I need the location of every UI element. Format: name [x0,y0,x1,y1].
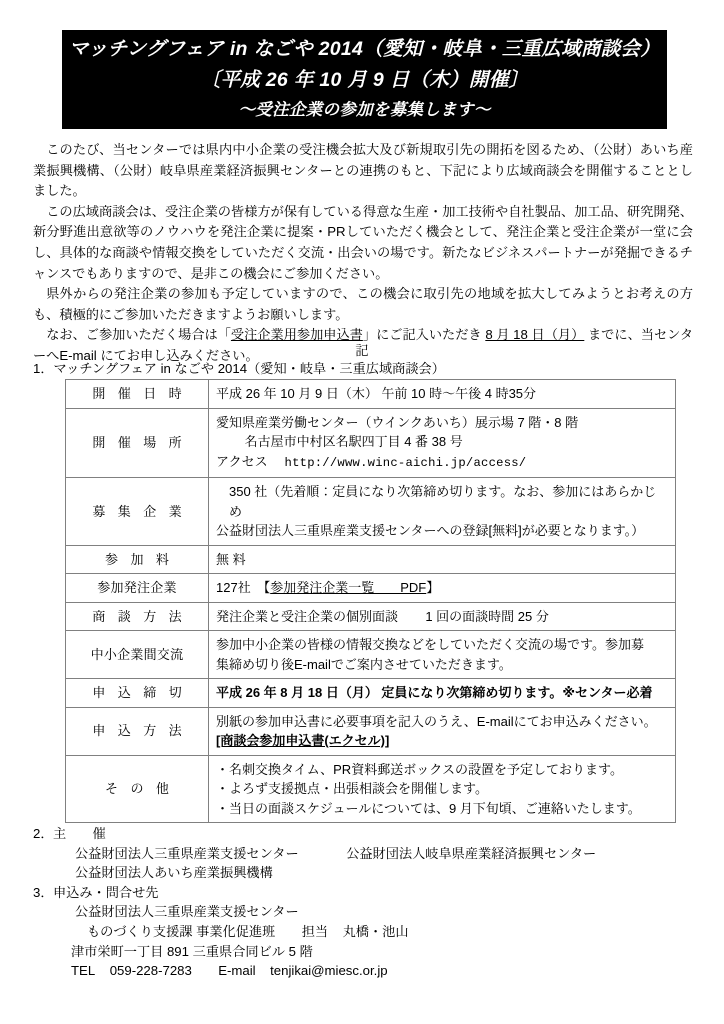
organizer-mie: 公益財団法人三重県産業支援センター [75,845,299,861]
buyer-count: 127社 【 [216,580,271,595]
contact-address: 津市栄町一丁目 891 三重県合同ビル 5 階 [71,943,313,959]
table-row [66,707,676,755]
row-value-other: ・名刺交換タイム、PR資料郵送ボックスの設置を予定しております。 ・よろず支援拠点・出張相談会を開催します。 ・当日の面談スケジュールについては、9 月下旬頃、ご連絡いたします。 [209,755,676,823]
section-2-heading: 2．主 催 [33,826,106,841]
row-label-how-to-apply: 申 込 方 法 [66,707,209,755]
tel-number: 059-228-7283 [109,963,192,979]
intro-paragraphs [33,140,693,367]
row-value-date: 平成 26 年 10 月 9 日（木） 午前 10 時〜午後 4 時35分 [209,380,676,409]
buyer-list-pdf-link[interactable]: 参加発注企業一覧 PDF [270,580,427,595]
access-label: アクセス [216,453,268,469]
section-1-heading: 1．マッチングフェア in なごや 2014（愛知・岐阜・三重広域商談会） [33,361,445,376]
table-row [66,574,676,603]
row-value-how-to-apply: 別紙の参加申込書に必要事項を記入のうえ、E-mailにてお申込みください。 [商談会参加申込書(エクセル)] [209,707,676,755]
row-value-venue: 愛知県産業労働センター（ウインクあいち）展示場 7 階・8 階 名古屋市中村区名駅四丁目 4 番 38 号 アクセス http://www.winc-aichi.jp/access/ [209,408,676,478]
contact-person-label: 担当 [301,923,329,939]
venue-access-url[interactable]: http://www.winc-aichi.jp/access/ [284,455,527,470]
table-row [66,478,676,546]
table-row [66,631,676,679]
row-label-date: 開 催 日 時 [66,380,209,409]
contact-department: ものづくり支援課 事業化促進班 [87,923,276,939]
ki-marker: 記 [355,343,369,358]
intro-paragraph-1: このたび、当センターでは県内中小企業の受注機会拡大及び新規取引先の開拓を図るため、（公財）あいち産業振興機構、（公財）岐阜県産業経済振興センターとの連携のもと、下記により広域商談会を開催することとしました。 [33,142,693,199]
row-value-buyer-companies [209,574,676,603]
section-3-heading: 3．申込み・問合せ先 [33,884,159,900]
table-row [66,679,676,708]
intro-p4-text-a: なお、ご参加いただく場合は「 [46,327,231,343]
email-label: E-mail [218,963,256,979]
section-2-label: 主 催 [53,826,106,841]
organizer-aichi: 公益財団法人あいち産業振興機構 [75,865,273,881]
application-form-link[interactable]: 受注企業用参加申込書 [230,327,363,343]
table-row [66,602,676,631]
contact-organization: 公益財団法人三重県産業支援センター [75,904,299,920]
row-value-meeting-method: 発注企業と受注企業の個別面談 1 回の面談時間 25 分 [209,602,676,631]
table-row [66,545,676,574]
organizer-line-1 [33,844,693,864]
banner-subtitle: 〜受注企業の参加を募集します〜 [238,101,491,119]
organizer-line-2 [33,863,693,883]
deadline-emphasis: 8 月 18 日（月） [485,327,585,343]
banner-title-line-1: マッチングフェア in なごや 2014（愛知・岐阜・三重広域商談会） [68,38,661,60]
email-address[interactable]: tenjikai@miesc.or.jp [270,963,388,979]
intro-p4-text-b: 」にご記入いただき [362,327,486,343]
contact-tel-email-line [33,961,693,981]
row-label-other: そ の 他 [66,755,209,823]
footer-sections [33,824,693,981]
buyer-bracket-close: 】 [426,580,440,595]
row-label-meeting-method: 商 談 方 法 [66,602,209,631]
section-3-label: 申込み・問合せ先 [53,884,159,900]
row-label-recruitment: 募 集 企 業 [66,478,209,546]
row-value-deadline: 平成 26 年 8 月 18 日（月） 定員になり次第締め切ります。※センター必着 [209,679,676,708]
intro-paragraph-2: この広域商談会は、受注企業の皆様方が保有している得意な生産・加工技術や自社製品、加工品、研究開発、新分野進出意欲等のノウハウを発注企業に提案・PRしていただく機会として、発注企業と受注企業が一堂に会し、具体的な商談や情報交換をしていただく交流・出会いの場です。新たなビジネスパートナーが発掘できるチャンスでもありますので、是非この機会にご参加ください。 [33,203,693,281]
table-row [66,408,676,478]
table-row [66,380,676,409]
event-details-table [65,379,676,823]
row-label-venue: 開 催 場 所 [66,408,209,478]
row-value-recruitment: 350 社（先着順：定員になり次第締め切ります。なお、参加にはあらかじめ 公益財団法人三重県産業支援センターへの登録[無料]が必要となります。） [209,478,676,546]
row-value-fee: 無 料 [209,545,676,574]
row-label-sme-exchange: 中小企業間交流 [66,631,209,679]
organizer-gifu: 公益財団法人岐阜県産業経済振興センター [346,845,597,861]
row-value-sme-exchange: 参加中小企業の皆様の情報交換などをしていただく交流の場です。参加募 集締め切り後E-mailでご案内させていただきます。 [209,631,676,679]
intro-paragraph-3: 県外からの発注企業の参加も予定していますので、この機会に取引先の地域を拡大してみようとお考えの方も、積極的にご参加いただきますようお願いします。 [33,286,693,322]
tel-label: TEL [71,963,96,979]
excel-application-form-link[interactable]: [商談会参加申込書(エクセル)] [216,733,390,748]
row-label-deadline: 申 込 締 切 [66,679,209,708]
row-label-buyer-companies: 参加発注企業 [66,574,209,603]
banner-title-line-2: 〔平成 26 年 10 月 9 日（木）開催〕 [200,69,529,91]
intro-p4-text-c: までに、当センターへE-mail にてお申し込みください。 [33,327,694,363]
title-banner [62,30,667,129]
row-label-fee: 参 加 料 [66,545,209,574]
contact-department-line [33,922,693,942]
contact-person-names: 丸橋・池山 [342,923,409,939]
table-row [66,755,676,823]
